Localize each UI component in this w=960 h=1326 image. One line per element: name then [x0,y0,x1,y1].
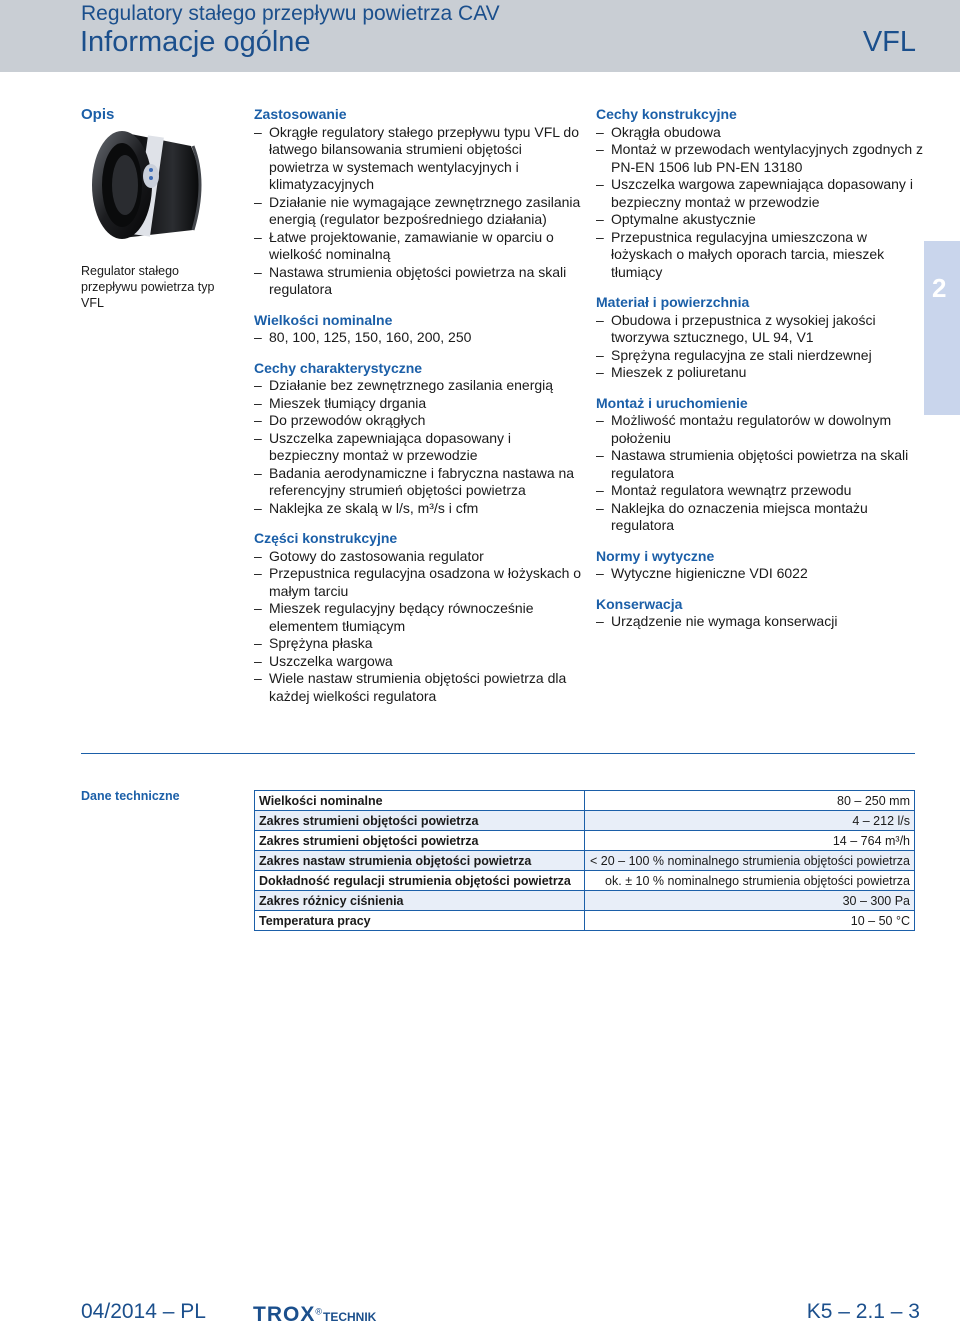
content-column-right [596,106,926,644]
section-heading: Wielkości nominalne [254,311,393,328]
table-cell-label: Wielkości nominalne [255,791,585,811]
product-code: VFL [862,26,916,58]
section-normy [596,548,926,583]
footer-date: 04/2014 – PL [81,1300,206,1323]
list-item: – Uszczelka wargowa zapewniająca dopasowany i bezpieczny montaż w przewodzie [596,176,926,211]
table-cell-value: 14 – 764 m³/h [585,831,915,851]
section-heading: Cechy charakterystyczne [254,359,423,376]
table-cell-value: 4 – 212 l/s [585,811,915,831]
list-item: – Okrągła obudowa [596,124,926,142]
list-item: – Montaż w przewodach wentylacyjnych zgodnych z PN-EN 1506 lub PN-EN 13180 [596,141,926,176]
list-item: – Uszczelka zapewniająca dopasowany i bezpieczny montaż w przewodzie [254,430,584,465]
table-cell-label: Temperatura pracy [255,911,585,931]
list-item: – Naklejka ze skalą w l/s, m³/s i cfm [254,500,584,518]
section-material [596,294,926,382]
section-cechy-charakterystyczne [254,360,584,518]
list-item: – Wiele nastaw strumienia objętości powietrza dla każdej wielkości regulatora [254,670,584,705]
chapter-number: 2 [932,273,947,303]
list-item: – Mieszek regulacyjny będący równocześnie elementem tłumiącym [254,600,584,635]
tech-data-heading: Dane techniczne [81,789,180,803]
list-item: – Uszczelka wargowa [254,653,584,671]
list-item: – 80, 100, 125, 150, 160, 200, 250 [254,329,584,347]
list-item: – Optymalne akustycznie [596,211,926,229]
list-item: – Możliwość montażu regulatorów w dowolnym położeniu [596,412,926,447]
table-cell-value: 30 – 300 Pa [585,891,915,911]
trox-logo [253,1303,376,1325]
list-item: – Do przewodów okrągłych [254,412,584,430]
opis-heading: Opis [81,106,115,123]
list-item: – Nastawa strumienia objętości powietrza na skali regulatora [254,264,584,299]
product-image [81,118,209,248]
series-title: Regulatory stałego przepływu powietrza CAV [81,2,500,25]
table-row [255,911,915,931]
section-czesci-konstrukcyjne [254,530,584,705]
list-item: – Łatwe projektowanie, zamawianie w oparciu o wielkość nominalną [254,229,584,264]
table-row [255,811,915,831]
list-item: – Przepustnica regulacyjna osadzona w łożyskach o małym tarciu [254,565,584,600]
table-row [255,831,915,851]
section-heading: Części konstrukcyjne [254,530,398,546]
list-item: – Sprężyna płaska [254,635,584,653]
section-heading: Cechy konstrukcyjne [596,106,737,122]
section-montaz [596,395,926,535]
logo-registered: ® [315,1306,322,1317]
chapter-tab [924,241,960,415]
list-item: – Działanie nie wymagające zewnętrznego zasilania energią (regulator bezpośredniego działania) [254,194,584,229]
section-heading: Materiał i powierzchnia [596,294,750,310]
table-cell-value: < 20 – 100 % nominalnego strumienia objętości powietrza [585,851,915,871]
section-heading: Konserwacja [596,595,683,612]
table-cell-label: Zakres nastaw strumienia objętości powietrza [255,851,585,871]
content-column-left [254,106,584,718]
section-wielkosci-nominalne [254,312,584,347]
table-cell-value: ok. ± 10 % nominalnego strumienia objętości powietrza [585,871,915,891]
list-item: – Okrągłe regulatory stałego przepływu typu VFL do łatwego bilansowania strumieni objętości powietrza w systemach wentylacyjnych i klimatyzacyjnych [254,124,584,194]
list-item: – Badania aerodynamiczne i fabryczna nastawa na referencyjny strumień objętości powietrza [254,465,584,500]
list-item: – Montaż regulatora wewnątrz przewodu [596,482,926,500]
section-divider [81,753,915,754]
logo-technik: TECHNIK [322,1310,377,1324]
list-item: – Nastawa strumienia objętości powietrza na skali regulatora [596,447,926,482]
section-zastosowanie [254,106,584,299]
table-cell-label: Zakres strumieni objętości powietrza [255,811,585,831]
table-row [255,851,915,871]
section-konserwacja [596,596,926,631]
list-item: – Naklejka do oznaczenia miejsca montażu regulatora [596,500,926,535]
table-row [255,871,915,891]
list-item: – Mieszek tłumiący drgania [254,395,584,413]
table-cell-value: 80 – 250 mm [585,791,915,811]
table-cell-value: 10 – 50 °C [585,911,915,931]
logo-trox: TROX [253,1303,316,1326]
section-cechy-konstrukcyjne [596,106,926,281]
table-cell-label: Zakres różnicy ciśnienia [255,891,585,911]
page-title: Informacje ogólne [80,26,311,58]
list-item: – Działanie bez zewnętrznego zasilania energią [254,377,584,395]
section-heading: Normy i wytyczne [596,547,715,564]
image-caption: Regulator stałego przepływu powietrza typ VFL [81,264,215,310]
list-item: – Sprężyna regulacyjna ze stali nierdzewnej [596,347,926,365]
list-item: – Wytyczne higieniczne VDI 6022 [596,565,926,583]
list-item: – Gotowy do zastosowania regulator [254,548,584,566]
list-item: – Urządzenie nie wymaga konserwacji [596,613,926,631]
list-item: – Obudowa i przepustnica z wysokiej jakości tworzywa sztucznego, UL 94, V1 [596,312,926,347]
table-row [255,791,915,811]
page-header [0,0,960,72]
list-item: – Przepustnica regulacyjna umieszczona w łożyskach o małych oporach tarcia, mieszek tłumiący [596,229,926,282]
table-cell-label: Dokładność regulacji strumienia objętości powietrza [255,871,585,891]
table-row [255,891,915,911]
footer-page-number: K5 – 2.1 – 3 [806,1300,920,1323]
table-cell-label: Zakres strumieni objętości powietrza [255,831,585,851]
section-heading: Montaż i uruchomienie [596,394,748,411]
list-item: – Mieszek z poliuretanu [596,364,926,382]
tech-data-table [254,790,915,931]
section-heading: Zastosowanie [254,106,347,122]
